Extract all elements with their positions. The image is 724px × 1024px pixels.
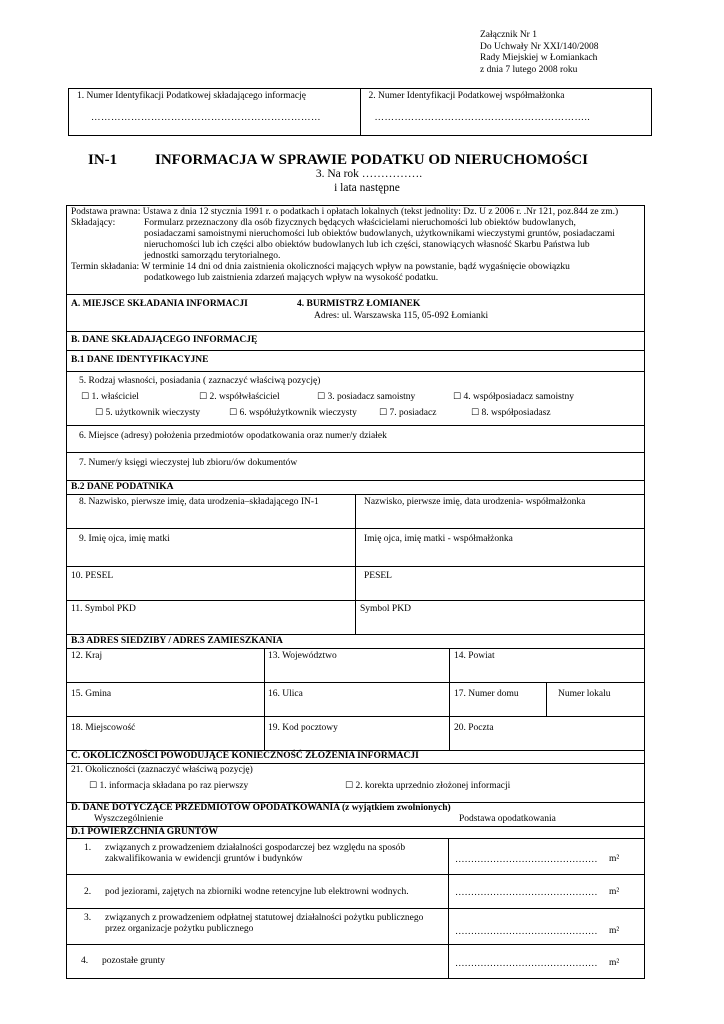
parents-row — [67, 529, 644, 567]
circumstances — [67, 764, 644, 803]
main-form — [66, 205, 645, 979]
land-register-field[interactable] — [67, 453, 644, 481]
filer-pesel-label[interactable]: 10. PESEL — [71, 571, 114, 581]
row-number: 3. — [84, 913, 92, 923]
deadline-line: Termin składania: W terminie 14 dni od dnia zaistnienia okoliczności mających wpływ na powstanie, bądź wygaśnięcie obowiązku — [71, 262, 570, 272]
land-row-2 — [67, 875, 644, 909]
area-value-field[interactable]: ……………………………………… — [455, 855, 598, 865]
city-label[interactable]: 18. Miejscowość — [71, 723, 136, 733]
deadline-line: podatkowego lub zaistnienia zdarzeń mających wpływ na wysokość podatku. — [144, 273, 439, 283]
annex-line: Do Uchwały Nr XXI/140/2008 — [480, 41, 599, 52]
option-label: 7. posiadacz — [389, 408, 437, 418]
post-office-label[interactable]: 20. Poczta — [454, 723, 494, 733]
form-code: IN-1 — [88, 152, 118, 168]
checkbox-icon[interactable]: ☐ — [345, 781, 354, 791]
spouse-parents-label[interactable]: Imię ojca, imię matki - współmałżonka — [364, 534, 513, 544]
spouse-pkd-label[interactable]: Symbol PKD — [360, 604, 411, 614]
land-row-1 — [67, 839, 644, 875]
row-number: 2. — [84, 887, 92, 897]
row-number: 1. — [84, 843, 92, 853]
ownership-option-co-perpetual-user[interactable] — [229, 408, 357, 419]
country-label[interactable]: 12. Kraj — [71, 651, 103, 661]
checkbox-icon[interactable]: ☐ — [317, 392, 326, 402]
row-number: 4. — [81, 956, 89, 966]
filer-name-label[interactable]: 8. Nazwisko, pierwsze imię, data urodzenia–składającego IN-1 — [79, 497, 319, 507]
unit-label: m² — [609, 926, 620, 936]
circumstance-option-first[interactable] — [89, 781, 248, 792]
row-description: pozostałe grunty — [102, 956, 166, 966]
checkbox-icon[interactable]: ☐ — [471, 408, 480, 418]
row-description: pod jeziorami, zajętych na zbiorniki wodne retencyjne lub elektrowni wodnych. — [105, 887, 409, 897]
section-b1 — [67, 351, 644, 372]
checkbox-icon[interactable]: ☐ — [81, 392, 90, 402]
filer-pkd-label[interactable]: 11. Symbol PKD — [71, 604, 136, 614]
nip-box — [68, 88, 652, 136]
filer-line: Formularz przeznaczony dla osób fizycznych będących właścicielami nieruchomości lub obiektów budowlanych, — [144, 218, 576, 228]
option-label: 1. właściciel — [91, 392, 139, 402]
voivodeship-label[interactable]: 13. Województwo — [268, 651, 337, 661]
street-label[interactable]: 16. Ulica — [268, 689, 303, 699]
nip-field-filer[interactable] — [69, 89, 360, 135]
circumstances-label: 21. Okoliczności (zaznaczyć właściwą pozycję) — [71, 765, 253, 775]
municipality-label[interactable]: 15. Gmina — [71, 689, 112, 699]
spouse-pesel-label[interactable]: PESEL — [364, 571, 392, 581]
checkbox-icon[interactable]: ☐ — [89, 781, 98, 791]
land-row-3 — [67, 909, 644, 945]
checkbox-icon[interactable]: ☐ — [379, 408, 388, 418]
ownership-option-co-owner[interactable] — [199, 392, 280, 403]
ownership-option-owner[interactable] — [81, 392, 139, 403]
filer-label: Składający: — [71, 218, 116, 228]
section-a — [67, 295, 644, 332]
apartment-number-label[interactable]: Numer lokalu — [558, 689, 611, 699]
section-a-title: A. MIEJSCE SKŁADANIA INFORMACJI — [71, 299, 248, 309]
option-label: 6. współużytkownik wieczysty — [239, 408, 357, 418]
pkd-row — [67, 601, 644, 635]
filer-line: jednostki samorządu terytorialnego. — [144, 251, 281, 261]
section-d1-title: D.1 POWIERZCHNIA GRUNTÓW — [71, 827, 218, 837]
postal-code-label[interactable]: 19. Kod pocztowy — [268, 723, 338, 733]
filer-parents-label[interactable]: 9. Imię ojca, imię matki — [79, 534, 170, 544]
form-title: INFORMACJA W SPRAWIE PODATKU OD NIERUCHOMOŚCI — [155, 152, 588, 168]
annex-note — [480, 30, 598, 76]
unit-label: m² — [609, 887, 620, 897]
option-label: 1. informacja składana po raz pierwszy — [99, 781, 249, 791]
annex-line: z dnia 7 lutego 2008 roku — [480, 64, 578, 75]
area-value-field[interactable]: ……………………………………… — [455, 927, 598, 937]
checkbox-icon[interactable]: ☐ — [453, 392, 462, 402]
section-b3 — [67, 635, 644, 649]
checkbox-icon[interactable]: ☐ — [199, 392, 208, 402]
option-label: 4. współposiadacz samoistny — [463, 392, 575, 402]
legal-basis — [67, 206, 644, 295]
section-d1 — [67, 827, 644, 839]
nip-spouse-dots: ……………………………………………………….. — [374, 113, 591, 123]
land-row-4 — [67, 945, 644, 979]
tax-year-field[interactable]: 3. Na rok ……………. — [315, 168, 423, 180]
nip-field-spouse[interactable] — [360, 89, 652, 135]
section-b1-title: B.1 DANE IDENTYFIKACYJNE — [71, 355, 209, 365]
ownership-option-perpetual-user[interactable] — [95, 408, 200, 419]
nip-filer-dots: …………………………………………………………… — [91, 113, 321, 123]
ownership-option-holder[interactable] — [379, 408, 436, 419]
section-b3-title: B.3 ADRES SIEDZIBY / ADRES ZAMIESZKANIA — [71, 636, 283, 646]
annex-line: Rady Miejskiej w Łomiankach — [480, 53, 598, 63]
address-row-3 — [67, 717, 644, 751]
annex-line: Załącznik Nr 1 — [480, 30, 537, 40]
property-location-label: 6. Miejsce (adresy) położenia przedmiotów opodatkowania oraz numer/y działek — [79, 431, 387, 441]
property-location-field[interactable] — [67, 426, 644, 453]
option-label: 2. współwłaściciel — [209, 392, 280, 402]
address-row-1 — [67, 649, 644, 683]
name-row — [67, 495, 644, 529]
ownership-option-independent-holder[interactable] — [317, 392, 415, 403]
county-label[interactable]: 14. Powiat — [454, 651, 495, 661]
section-b — [67, 332, 644, 351]
section-b2-title: B.2 DANE PODATNIKA — [71, 482, 174, 492]
option-label: 5. użytkownik wieczysty — [105, 408, 201, 418]
nip-spouse-label: 2. Numer Identyfikacji Podatkowej współmałżonka — [368, 91, 565, 101]
pesel-row — [67, 567, 644, 601]
spouse-name-label[interactable]: Nazwisko, pierwsze imię, data urodzenia- współmałżonka — [364, 497, 586, 507]
unit-label: m² — [609, 958, 620, 968]
row-description: związanych z prowadzeniem działalności gospodarczej bez względu na sposób — [105, 843, 406, 853]
area-value-field[interactable]: ……………………………………… — [455, 888, 598, 898]
ownership-option-co-independent-holder[interactable] — [453, 392, 574, 403]
section-c-title: C. OKOLICZNOŚCI POWODUJĄCE KONIECZNOŚĆ ZŁOŻENIA INFORMACJI — [71, 751, 419, 761]
ownership-type-label: 5. Rodzaj własności, posiadania ( zaznaczyć właściwą pozycję) — [79, 376, 321, 386]
option-label: 3. posiadacz samoistny — [327, 392, 416, 402]
checkbox-icon[interactable]: ☐ — [95, 408, 104, 418]
house-number-label[interactable]: 17. Numer domu — [454, 689, 519, 699]
filer-line: posiadaczami samoistnymi nieruchomości lub obiektów budowlanych, użytkownikami wieczystymi gruntów, posiadaczami — [144, 229, 615, 239]
section-c — [67, 751, 644, 764]
area-value-field[interactable]: ……………………………………… — [455, 959, 598, 969]
ownership-option-co-holder[interactable] — [471, 408, 551, 419]
tax-office-address: Adres: ul. Warszawska 115, 05-092 Łomianki — [314, 311, 489, 321]
legal-basis-line: Podstawa prawna: Ustawa z dnia 12 stycznia 1991 r. o podatkach i opłatach lokalnych (tekst jednolity: Dz. U z 2006 r. .Nr 121, poz.844 ze zm.) — [71, 207, 619, 217]
ownership-type — [67, 372, 644, 426]
section-b2 — [67, 481, 644, 495]
checkbox-icon[interactable]: ☐ — [229, 408, 238, 418]
row-description: zakwalifikowania w ewidencji gruntów i budynków — [105, 854, 303, 864]
column-description: Wyszczególnienie — [94, 814, 164, 824]
option-label: 8. współposiadasz — [481, 408, 551, 418]
circumstance-option-correction[interactable] — [345, 781, 510, 792]
filer-line: nieruchomości lub ich części albo obiektów budowlanych lub ich części, stanowiących własność Skarbu Państwa lub — [144, 240, 590, 250]
unit-label: m² — [609, 854, 620, 864]
land-register-label: 7. Numer/y księgi wieczystej lub zbioru/ów dokumentów — [79, 458, 298, 468]
section-d — [67, 803, 644, 827]
row-description: przez organizacje pożytku publicznego — [105, 924, 254, 934]
tax-office: 4. BURMISTRZ ŁOMIANEK — [297, 299, 421, 309]
option-label: 2. korekta uprzednio złożonej informacji — [355, 781, 511, 791]
following-years-label: i lata następne — [334, 182, 400, 194]
section-d-title: D. DANE DOTYCZĄCE PRZEDMIOTÓW OPODATKOWANIA (z wyjątkiem zwolnionych) — [71, 803, 451, 813]
column-tax-base: Podstawa opodatkowania — [459, 814, 556, 824]
section-b-title: B. DANE SKŁADAJĄCEGO INFORMACJĘ — [71, 335, 258, 345]
row-description: związanych z prowadzeniem odpłatnej statutowej działalności pożytku publicznego — [105, 913, 424, 923]
nip-filer-label: 1. Numer Identyfikacji Podatkowej składającego informację — [77, 91, 306, 101]
address-row-2 — [67, 683, 644, 717]
